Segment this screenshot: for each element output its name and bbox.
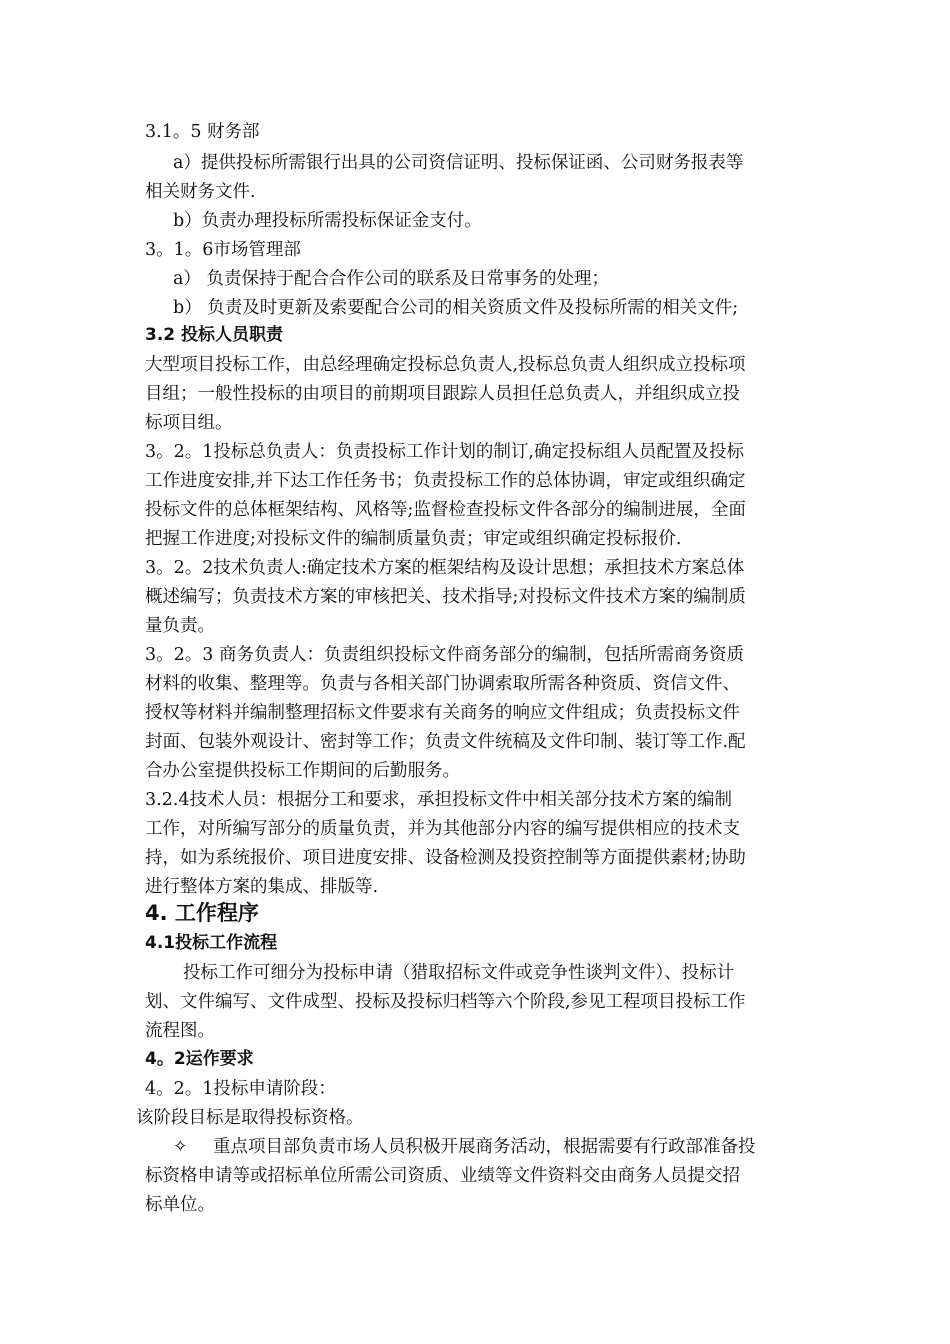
- section-4-1-heading: 4.1投标工作流程: [145, 933, 278, 953]
- section-3-2-3-line: 合办公室提供投标工作期间的后勤服务。: [145, 761, 460, 781]
- section-3-2-1-line: 工作进度安排,并下达工作任务书；负责投标工作的总体协调，审定或组织确定: [145, 471, 746, 491]
- section-3-2-intro-line: 目组；一般性投标的由项目的前期项目跟踪人员担任总负责人，并组织成立投: [145, 384, 740, 404]
- section-3-1-6-item-b: b） 负责及时更新及索要配合公司的相关资质文件及投标所需的相关文件;: [173, 298, 739, 318]
- bullet-continuation-line: 标资格申请等或招标单位所需公司资质、业绩等文件资料交由商务人员提交招: [145, 1166, 740, 1186]
- section-3-2-2-line: 概述编写；负责技术方案的审核把关、技术指导;对投标文件技术方案的编制质: [145, 587, 746, 607]
- section-3-1-5-heading: 3.1。5 财务部: [145, 122, 260, 142]
- section-4-heading: 4. 工作程序: [145, 901, 259, 925]
- section-3-1-5-item-b: b）负责办理投标所需投标保证金支付。: [173, 211, 482, 231]
- section-3-1-5-item-a-line: a）提供投标所需银行出具的公司资信证明、投标保证函、公司财务报表等: [173, 153, 744, 173]
- section-3-2-1-line: 把握工作进度;对投标文件的编制质量负责；审定或组织确定投标报价.: [145, 529, 682, 549]
- section-3-2-1-line: 3。2。1投标总负责人：负责投标工作计划的制订,确定投标组人员配置及投标: [145, 442, 744, 462]
- section-4-2-heading: 4。2运作要求: [145, 1049, 254, 1069]
- stage-goal-text: 该阶段目标是取得投标资格。: [136, 1108, 364, 1128]
- diamond-star-icon: ✧: [173, 1137, 188, 1157]
- section-3-1-5-item-a-line: 相关财务文件.: [145, 182, 256, 202]
- section-4-1-body-line: 投标工作可细分为投标申请（猎取招标文件或竞争性谈判文件）、投标计: [183, 963, 735, 983]
- section-3-2-4-line: 持，如为系统报价、项目进度安排、设备检测及投资控制等方面提供素材;协助: [145, 848, 746, 868]
- section-3-2-intro-line: 大型项目投标工作，由总经理确定投标总负责人,投标总负责人组织成立投标项: [145, 355, 746, 375]
- section-3-2-4-line: 3.2.4技术人员：根据分工和要求，承担投标文件中相关部分技术方案的编制: [145, 790, 733, 810]
- section-3-1-6-item-a: a） 负责保持于配合合作公司的联系及日常事务的处理；: [173, 269, 609, 289]
- section-4-1-body-line: 流程图。: [145, 1021, 215, 1041]
- section-3-2-intro-line: 标项目组。: [145, 413, 233, 433]
- section-4-1-body-line: 划、文件编写、文件成型、投标及投标归档等六个阶段,参见工程项目投标工作: [145, 992, 746, 1012]
- section-4-2-1-heading: 4。2。1投标申请阶段：: [145, 1079, 336, 1099]
- section-3-2-1-line: 投标文件的总体框架结构、风格等;监督检查投标文件各部分的编制进展，全面: [145, 500, 746, 520]
- bullet-text: 重点项目部负责市场人员积极开展商务活动，根据需要有行政部准备投: [213, 1137, 756, 1157]
- section-3-2-3-line: 材料的收集、整理等。负责与各相关部门协调索取所需各种资质、资信文件、: [145, 674, 740, 694]
- section-3-2-4-line: 工作，对所编写部分的质量负责，并为其他部分内容的编写提供相应的技术支: [145, 819, 740, 839]
- section-3-2-4-line: 进行整体方案的集成、排版等.: [145, 877, 379, 897]
- section-3-2-3-line: 3。2。3 商务负责人：负责组织投标文件商务部分的编制，包括所需商务资质: [145, 645, 744, 665]
- section-3-2-heading: 3.2 投标人员职责: [145, 325, 284, 345]
- section-3-2-2-line: 量负责。: [145, 616, 215, 636]
- section-3-2-2-line: 3。2。2技术负责人:确定技术方案的框架结构及设计思想；承担技术方案总体: [145, 558, 745, 578]
- section-3-1-6-heading: 3。1。6市场管理部: [145, 240, 301, 260]
- bullet-continuation-line: 标单位。: [145, 1195, 215, 1215]
- section-3-2-3-line: 授权等材料并编制整理招标文件要求有关商务的响应文件组成；负责投标文件: [145, 703, 740, 723]
- bullet-line: [173, 1133, 756, 1161]
- section-3-2-3-line: 封面、包装外观设计、密封等工作；负责文件统稿及文件印制、装订等工作.配: [145, 732, 746, 752]
